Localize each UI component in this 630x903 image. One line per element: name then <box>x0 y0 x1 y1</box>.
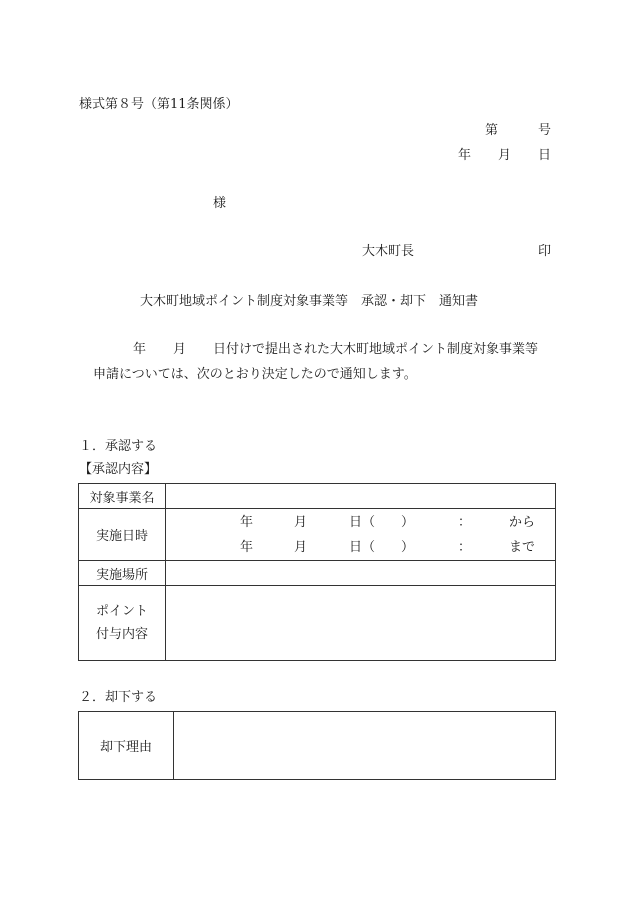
approve-table <box>78 483 556 661</box>
datetime-label: 実施日時 <box>79 509 166 561</box>
dt-from-year: 年 <box>240 515 254 530</box>
body-line1-rest: 日付けで提出された大木町地域ポイント制度対象事業等 <box>213 342 539 357</box>
date-month: 月 <box>498 148 512 163</box>
doc-number-dai: 第 <box>485 123 499 138</box>
form-number: 様式第８号（第11条関係） <box>79 97 239 112</box>
dt-from-month: 月 <box>294 515 308 530</box>
reject-table <box>78 711 556 780</box>
points-label-line1: ポイント <box>95 604 148 619</box>
dt-until-weekday: （ ） <box>362 540 415 555</box>
dt-from-label: から <box>509 515 536 530</box>
points-value <box>166 586 556 661</box>
dt-until-label: まで <box>509 540 536 555</box>
date-year: 年 <box>458 148 472 163</box>
target-name-value <box>166 484 556 509</box>
points-label-line2: 付与内容 <box>95 627 148 642</box>
body-line2: 申請については、次のとおり決定したので通知します。 <box>93 367 417 382</box>
doc-number-go: 号 <box>538 123 552 138</box>
points-label <box>79 586 166 661</box>
dt-from-colon: ： <box>458 515 472 530</box>
dt-from-weekday: （ ） <box>362 515 415 530</box>
approve-heading: １．承認する <box>79 439 158 454</box>
approve-subheading: 【承認内容】 <box>79 462 158 477</box>
place-value <box>166 561 556 586</box>
reject-reason-label: 却下理由 <box>79 712 174 780</box>
dt-until-day: 日 <box>349 540 363 555</box>
dt-until-year: 年 <box>240 540 254 555</box>
reject-reason-value <box>174 712 556 780</box>
dt-from-day: 日 <box>349 515 363 530</box>
target-name-label: 対象事業名 <box>79 484 166 509</box>
addressee-suffix: 様 <box>213 196 227 211</box>
dt-until-month: 月 <box>294 540 308 555</box>
issuer-seal: 印 <box>538 244 552 259</box>
datetime-value <box>166 509 556 561</box>
place-label: 実施場所 <box>79 561 166 586</box>
body-year: 年 <box>133 342 147 357</box>
issuer-title: 大木町長 <box>362 244 415 259</box>
dt-until-colon: ： <box>458 540 472 555</box>
body-month: 月 <box>173 342 187 357</box>
document-title: 大木町地域ポイント制度対象事業等 承認・却下 通知書 <box>140 294 479 309</box>
date-day: 日 <box>538 148 552 163</box>
reject-heading: ２．却下する <box>79 690 158 705</box>
